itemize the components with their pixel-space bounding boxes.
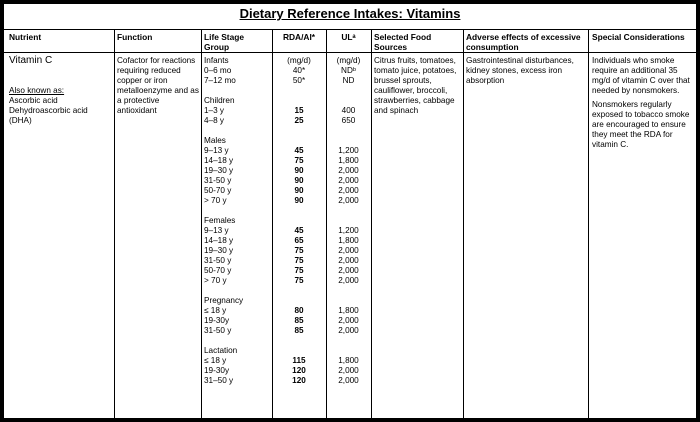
age-row: 1–3 y bbox=[204, 106, 225, 115]
age-row: 50-70 y bbox=[204, 266, 232, 275]
aka-label: Also known as: bbox=[9, 86, 65, 95]
rda-value: 50* bbox=[292, 76, 306, 85]
rda-value: 90 bbox=[294, 166, 304, 175]
ul-value: 2,000 bbox=[338, 316, 359, 325]
header-adverse-effects: Adverse effects of excessive consumption bbox=[466, 32, 581, 52]
ul-value: 1,200 bbox=[338, 226, 359, 235]
age-row: > 70 y bbox=[204, 276, 227, 285]
rda-value: 75 bbox=[294, 256, 304, 265]
age-row: 31-50 y bbox=[204, 326, 232, 335]
ul-value: 2,000 bbox=[338, 176, 359, 185]
ul-value: 1,800 bbox=[338, 236, 359, 245]
group-label-males: Males bbox=[204, 136, 226, 145]
food-sources-cell: Citrus fruits, tomatoes, tomato juice, potatoes, brussel sprouts, cauliflower, broccoli, strawberries, cabbage and spinach bbox=[374, 56, 457, 115]
rda-value: 25 bbox=[294, 116, 304, 125]
age-row: 31-50 y bbox=[204, 256, 232, 265]
ul-value: 2,000 bbox=[338, 366, 359, 375]
ul-value: 2,000 bbox=[338, 256, 359, 265]
nutrient-cell bbox=[9, 56, 109, 126]
age-row: 19–30 y bbox=[204, 246, 234, 255]
ul-value: 650 bbox=[341, 116, 356, 125]
page-title: Dietary Reference Intakes: Vitamins bbox=[239, 6, 461, 21]
age-row: 9–13 y bbox=[204, 146, 229, 155]
group-label-females: Females bbox=[204, 216, 236, 225]
ul-value: NDᵇ bbox=[341, 66, 356, 75]
rda-column bbox=[273, 56, 325, 386]
aka-name: Dehydroascorbic acid (DHA) bbox=[9, 106, 88, 125]
rda-value: 15 bbox=[294, 106, 304, 115]
ul-value: ND bbox=[342, 76, 355, 85]
function-cell: Cofactor for reactions requiring reduced copper or iron metalloenzyme and as a protective antioxidant bbox=[117, 56, 199, 115]
header-bottom-rule bbox=[4, 52, 696, 53]
column-divider bbox=[114, 29, 115, 418]
age-row: 0–6 mo bbox=[204, 66, 232, 75]
age-row: 4–8 y bbox=[204, 116, 225, 125]
special-note-smokers: Individuals who smoke require an additional 35 mg/d of vitamin C over that needed by nonsmokers. bbox=[592, 56, 690, 95]
special-note-nonsmokers: Nonsmokers regularly exposed to tobacco smoke are encouraged to ensure they meet the RDA for vitamin C. bbox=[592, 100, 690, 149]
rda-value: 120 bbox=[292, 366, 306, 375]
header-nutrient: Nutrient bbox=[9, 32, 42, 42]
rda-value: 75 bbox=[294, 246, 304, 255]
rda-value: 45 bbox=[294, 146, 304, 155]
age-row: 19–30 y bbox=[204, 166, 234, 175]
rda-value: 80 bbox=[294, 306, 304, 315]
rda-value: 65 bbox=[294, 236, 304, 245]
ul-value: 1,200 bbox=[338, 146, 359, 155]
age-row: 50-70 y bbox=[204, 186, 232, 195]
ul-unit: (mg/d) bbox=[336, 56, 361, 65]
age-row: 9–13 y bbox=[204, 226, 229, 235]
rda-value: 115 bbox=[292, 356, 306, 365]
age-row: ≤ 18 y bbox=[204, 356, 227, 365]
age-row: > 70 y bbox=[204, 196, 227, 205]
life-stage-column bbox=[204, 56, 270, 386]
ul-value: 2,000 bbox=[338, 276, 359, 285]
ul-value: 2,000 bbox=[338, 376, 359, 385]
rda-value: 85 bbox=[294, 316, 304, 325]
rda-value: 75 bbox=[294, 276, 304, 285]
ul-column bbox=[327, 56, 370, 386]
rda-value: 90 bbox=[294, 196, 304, 205]
rda-value: 75 bbox=[294, 156, 304, 165]
header-ul: ULᵃ bbox=[341, 32, 356, 42]
ul-value: 2,000 bbox=[338, 186, 359, 195]
ul-value: 1,800 bbox=[338, 156, 359, 165]
age-row: 19-30y bbox=[204, 316, 230, 325]
aka-name: Ascorbic acid bbox=[9, 96, 58, 105]
rda-value: 75 bbox=[294, 266, 304, 275]
header-top-rule bbox=[4, 29, 696, 30]
column-divider bbox=[463, 29, 464, 418]
group-label-lactation: Lactation bbox=[204, 346, 238, 355]
ul-value: 2,000 bbox=[338, 166, 359, 175]
header-life-stage: Life Stage Group bbox=[204, 32, 245, 52]
nutrient-name: Vitamin C bbox=[9, 55, 53, 66]
column-divider bbox=[588, 29, 589, 418]
header-function: Function bbox=[117, 32, 153, 42]
rda-unit: (mg/d) bbox=[287, 56, 311, 65]
age-row: 31–50 y bbox=[204, 376, 234, 385]
age-row: ≤ 18 y bbox=[204, 306, 227, 315]
column-divider bbox=[371, 29, 372, 418]
age-row: 19-30y bbox=[204, 366, 230, 375]
rda-value: 85 bbox=[294, 326, 304, 335]
ul-value: 2,000 bbox=[338, 266, 359, 275]
header-rda: RDA/AI* bbox=[282, 32, 316, 42]
rda-value: 40* bbox=[292, 66, 306, 75]
ul-value: 2,000 bbox=[338, 196, 359, 205]
header-special-considerations: Special Considerations bbox=[592, 32, 685, 42]
ul-value: 400 bbox=[341, 106, 356, 115]
age-row: 31-50 y bbox=[204, 176, 232, 185]
table-area bbox=[4, 4, 696, 418]
ul-value: 1,800 bbox=[338, 356, 359, 365]
rda-value: 120 bbox=[292, 376, 306, 385]
rda-value: 45 bbox=[294, 226, 304, 235]
adverse-effects-cell: Gastrointestinal disturbances, kidney stones, excess iron absorption bbox=[466, 56, 574, 85]
rda-value: 90 bbox=[294, 186, 304, 195]
special-considerations-cell bbox=[592, 56, 693, 150]
group-label-pregnancy: Pregnancy bbox=[204, 296, 244, 305]
header-food-sources: Selected Food Sources bbox=[374, 32, 432, 52]
age-row: 14–18 y bbox=[204, 156, 234, 165]
rda-value: 90 bbox=[294, 176, 304, 185]
column-divider bbox=[201, 29, 202, 418]
age-row: 7–12 mo bbox=[204, 76, 236, 85]
age-row: 14–18 y bbox=[204, 236, 234, 245]
group-label-children: Children bbox=[204, 96, 235, 105]
ul-value: 2,000 bbox=[338, 246, 359, 255]
group-label-infants: Infants bbox=[204, 56, 229, 65]
ul-value: 1,800 bbox=[338, 306, 359, 315]
ul-value: 2,000 bbox=[338, 326, 359, 335]
